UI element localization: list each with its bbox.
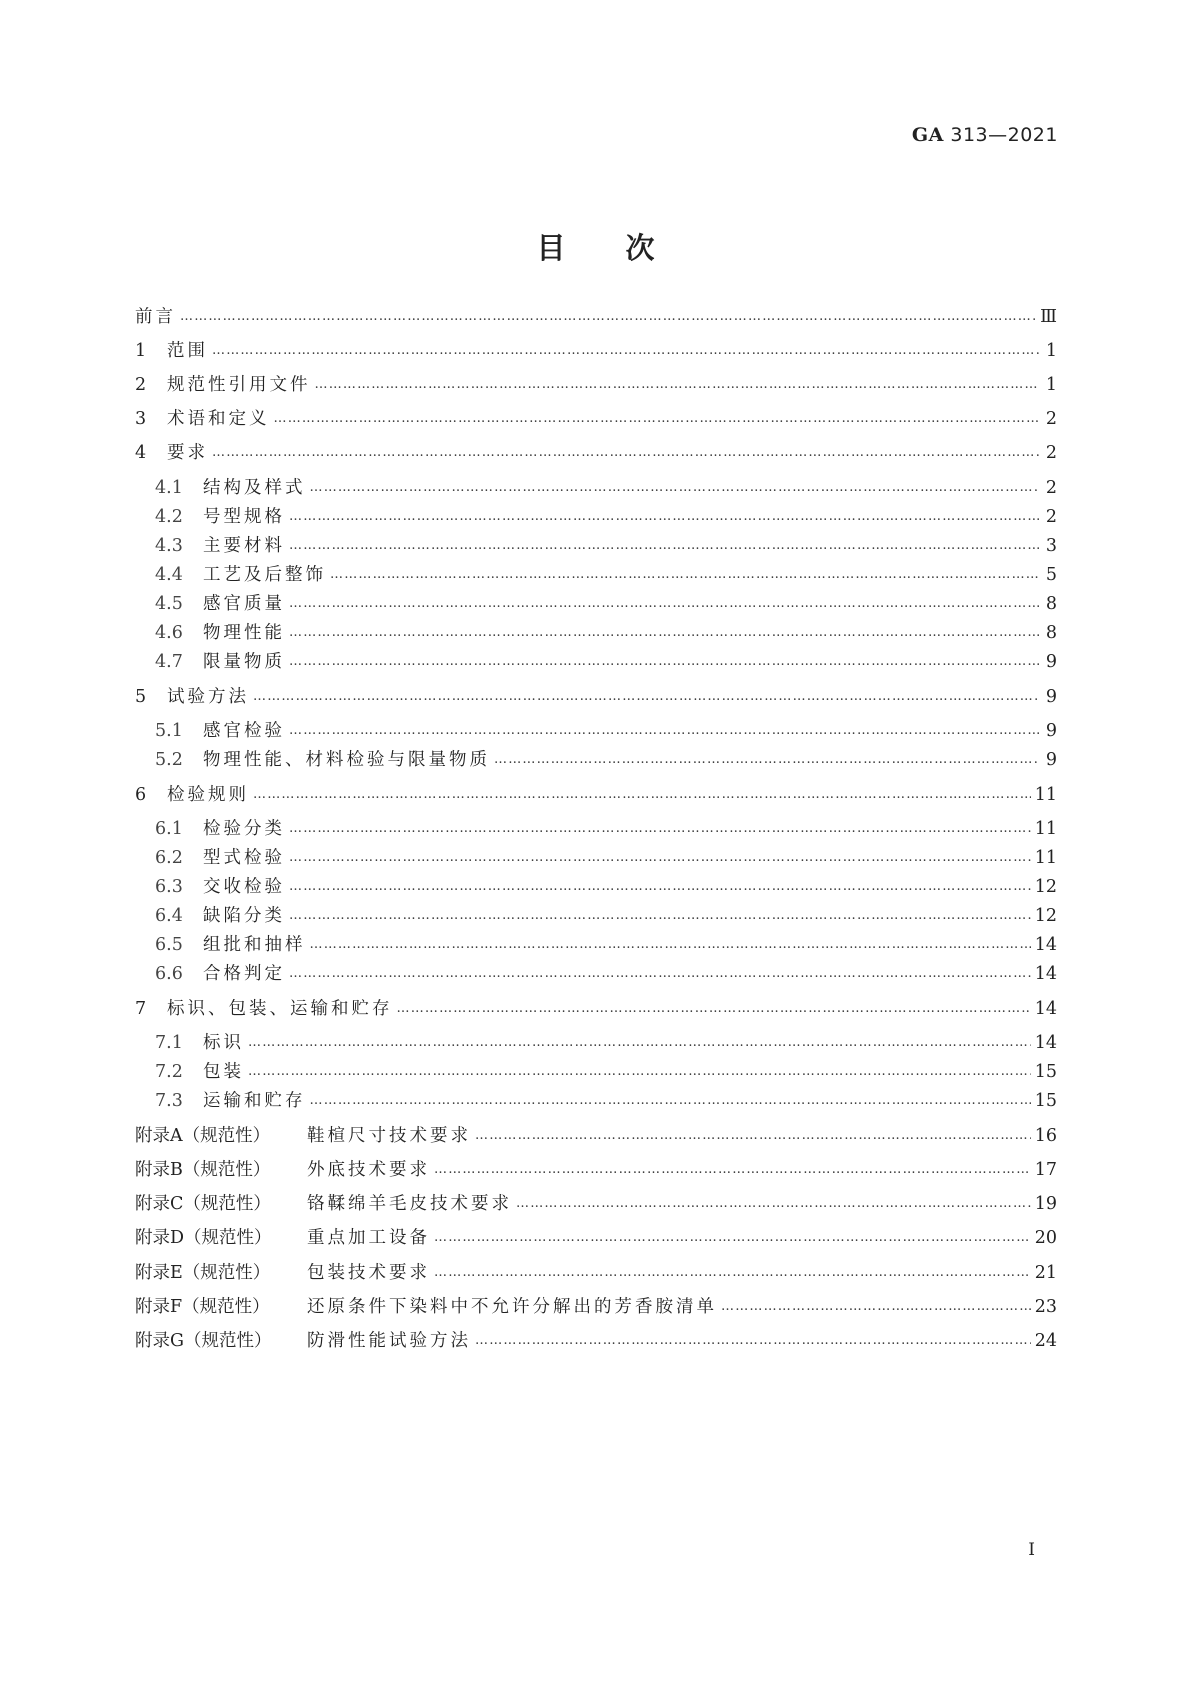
toc-subentry[interactable] bbox=[155, 904, 1057, 928]
toc-entry-text: 术语和定义 bbox=[167, 409, 270, 429]
toc-entry-page: 15 bbox=[1034, 1062, 1057, 1082]
toc-entry[interactable] bbox=[135, 783, 1057, 807]
toc-entry-page: 14 bbox=[1034, 935, 1057, 955]
toc-entry-page: 3 bbox=[1045, 536, 1057, 556]
toc-entry-text: 型式检验 bbox=[203, 848, 285, 868]
toc-entry-page: 20 bbox=[1034, 1228, 1057, 1248]
leader-dots bbox=[274, 407, 1040, 431]
toc-entry-page: 2 bbox=[1045, 409, 1057, 429]
toc-entry-page: 15 bbox=[1034, 1091, 1057, 1111]
toc-entry-page: 1 bbox=[1045, 375, 1057, 395]
toc-entry-page: 19 bbox=[1034, 1194, 1057, 1214]
toc-entry-page: 14 bbox=[1034, 999, 1057, 1019]
toc-subentry[interactable] bbox=[155, 1060, 1057, 1084]
toc-entry-number: 7.2 bbox=[155, 1062, 183, 1082]
toc-entry-text: 试验方法 bbox=[167, 687, 249, 707]
toc-subentry[interactable] bbox=[155, 621, 1057, 645]
toc-entry-number: 5 bbox=[135, 687, 147, 707]
toc-entry-text: 包装技术要求 bbox=[307, 1263, 430, 1283]
leader-dots bbox=[253, 783, 1031, 807]
toc-entry-page: Ⅲ bbox=[1040, 307, 1057, 327]
toc-entry-page: 1 bbox=[1045, 341, 1057, 361]
toc-subentry[interactable] bbox=[155, 817, 1057, 841]
toc-entry-number: 4.6 bbox=[155, 623, 183, 643]
toc-entry-text: 交收检验 bbox=[203, 877, 285, 897]
toc-entry-page: 9 bbox=[1045, 721, 1057, 741]
appendix-label: 附录B（规范性） bbox=[135, 1160, 271, 1180]
toc-entry-page: 14 bbox=[1034, 964, 1057, 984]
toc-entry-page: 8 bbox=[1045, 623, 1057, 643]
toc-entry-text: 组批和抽样 bbox=[203, 935, 306, 955]
toc-subentry[interactable] bbox=[155, 846, 1057, 870]
toc-entry-page: 2 bbox=[1045, 478, 1057, 498]
toc-entry-number: 4.1 bbox=[155, 478, 183, 498]
toc-entry-page: 8 bbox=[1045, 594, 1057, 614]
toc-entry-text: 外底技术要求 bbox=[307, 1160, 430, 1180]
toc-title-char-2: 次 bbox=[625, 231, 655, 265]
toc-entry-number: 4 bbox=[135, 443, 147, 463]
toc-subentry[interactable] bbox=[155, 505, 1057, 529]
leader-dots bbox=[397, 997, 1031, 1021]
toc-entry-text: 缺陷分类 bbox=[203, 906, 285, 926]
appendix-label: 附录F（规范性） bbox=[135, 1297, 270, 1317]
toc-entry-number: 2 bbox=[135, 375, 147, 395]
toc-entry-text: 物理性能、材料检验与限量物质 bbox=[203, 750, 490, 770]
leader-dots bbox=[289, 962, 1031, 986]
leader-dots bbox=[289, 846, 1031, 870]
toc-entry-number: 5.2 bbox=[155, 750, 183, 770]
toc-entry-number: 7.1 bbox=[155, 1033, 183, 1053]
toc-entry-text: 前言 bbox=[135, 307, 176, 327]
toc-entry-text: 物理性能 bbox=[203, 623, 285, 643]
leader-dots bbox=[434, 1226, 1031, 1250]
toc-appendix-entry[interactable] bbox=[135, 1192, 1057, 1216]
toc-entry-text: 检验规则 bbox=[167, 785, 249, 805]
toc-entry-number: 4.5 bbox=[155, 594, 183, 614]
toc-entry-number: 6.3 bbox=[155, 877, 183, 897]
toc-entry-number: 7 bbox=[135, 999, 147, 1019]
leader-dots bbox=[212, 339, 1039, 363]
toc-subentry[interactable] bbox=[155, 719, 1057, 743]
toc-entry-text: 标识 bbox=[203, 1033, 244, 1053]
leader-dots bbox=[289, 719, 1039, 743]
leader-dots bbox=[289, 621, 1039, 645]
toc-entry[interactable] bbox=[135, 685, 1057, 709]
toc-entry-number: 7.3 bbox=[155, 1091, 183, 1111]
toc-entry-page: 17 bbox=[1034, 1160, 1057, 1180]
toc-entry-page: 21 bbox=[1034, 1263, 1057, 1283]
leader-dots bbox=[310, 1089, 1031, 1113]
toc-entry-number: 5.1 bbox=[155, 721, 183, 741]
toc-entry-text: 检验分类 bbox=[203, 819, 285, 839]
toc-subentry[interactable] bbox=[155, 592, 1057, 616]
toc-entry-page: 23 bbox=[1034, 1297, 1057, 1317]
toc-subentry[interactable] bbox=[155, 962, 1057, 986]
toc-entry-text: 工艺及后整饰 bbox=[203, 565, 326, 585]
toc-entry-number: 4.4 bbox=[155, 565, 183, 585]
toc-entry-text: 铬鞣绵羊毛皮技术要求 bbox=[307, 1194, 512, 1214]
toc-appendix-entry[interactable] bbox=[135, 1295, 1057, 1319]
toc-title-char-1: 目 bbox=[536, 231, 566, 265]
toc-subentry[interactable] bbox=[155, 650, 1057, 674]
toc-appendix-entry[interactable] bbox=[135, 1226, 1057, 1250]
toc-entry-text: 限量物质 bbox=[203, 652, 285, 672]
leader-dots bbox=[248, 1060, 1031, 1084]
appendix-label: 附录A（规范性） bbox=[135, 1126, 271, 1146]
toc-entry-text: 号型规格 bbox=[203, 507, 285, 527]
toc-entry-text: 还原条件下染料中不允许分解出的芳香胺清单 bbox=[307, 1297, 717, 1317]
leader-dots bbox=[310, 476, 1040, 500]
toc-entry-text: 范围 bbox=[167, 341, 208, 361]
toc-entry-page: 2 bbox=[1045, 507, 1057, 527]
leader-dots bbox=[289, 592, 1039, 616]
leader-dots bbox=[475, 1329, 1031, 1353]
toc-subentry[interactable] bbox=[155, 1089, 1057, 1113]
toc-entry-number: 4.2 bbox=[155, 507, 183, 527]
leader-dots bbox=[289, 817, 1031, 841]
toc-appendix-entry[interactable] bbox=[135, 1261, 1057, 1285]
toc-subentry[interactable] bbox=[155, 933, 1057, 957]
appendix-label: 附录C（规范性） bbox=[135, 1194, 271, 1214]
toc-entry-text: 重点加工设备 bbox=[307, 1228, 430, 1248]
toc-entry-number: 4.7 bbox=[155, 652, 183, 672]
toc-entry-page: 12 bbox=[1034, 906, 1057, 926]
toc-entry[interactable] bbox=[135, 997, 1057, 1021]
toc-entry[interactable] bbox=[135, 339, 1057, 363]
leader-dots bbox=[310, 933, 1031, 957]
appendix-label: 附录E（规范性） bbox=[135, 1263, 271, 1283]
toc-entry-page: 2 bbox=[1045, 443, 1057, 463]
toc-entry-number: 6.6 bbox=[155, 964, 183, 984]
toc-entry-text: 合格判定 bbox=[203, 964, 285, 984]
leader-dots bbox=[330, 563, 1039, 587]
toc-entry-number: 4.3 bbox=[155, 536, 183, 556]
toc-entry-page: 16 bbox=[1034, 1126, 1057, 1146]
leader-dots bbox=[248, 1031, 1031, 1055]
toc-appendix-entry[interactable] bbox=[135, 1329, 1057, 1353]
leader-dots bbox=[434, 1261, 1031, 1285]
toc-entry-text: 鞋楦尺寸技术要求 bbox=[307, 1126, 471, 1146]
toc-entry-text: 感官质量 bbox=[203, 594, 285, 614]
toc-entry-number: 6.1 bbox=[155, 819, 183, 839]
leader-dots bbox=[475, 1124, 1031, 1148]
toc-entry-page: 11 bbox=[1034, 848, 1057, 868]
appendix-label: 附录D（规范性） bbox=[135, 1228, 272, 1248]
toc-entry-number: 3 bbox=[135, 409, 147, 429]
toc-entry-page: 11 bbox=[1034, 785, 1057, 805]
toc-entry-number: 6.4 bbox=[155, 906, 183, 926]
toc-entry-number: 6.5 bbox=[155, 935, 183, 955]
appendix-label: 附录G（规范性） bbox=[135, 1331, 272, 1351]
toc-entry-text: 包装 bbox=[203, 1062, 244, 1082]
toc-entry-page: 5 bbox=[1045, 565, 1057, 585]
toc-entry-page: 9 bbox=[1045, 687, 1057, 707]
leader-dots bbox=[180, 305, 1036, 329]
toc-entry-page: 9 bbox=[1045, 750, 1057, 770]
toc-subentry[interactable] bbox=[155, 748, 1057, 772]
toc-subentry[interactable] bbox=[155, 534, 1057, 558]
standard-code bbox=[912, 124, 1058, 146]
standard-code-number: 313—2021 bbox=[943, 124, 1058, 146]
toc-entry[interactable] bbox=[135, 407, 1057, 431]
toc-entry-text: 标识、包装、运输和贮存 bbox=[167, 999, 393, 1019]
toc-title bbox=[0, 226, 1191, 267]
toc-entry-text: 运输和贮存 bbox=[203, 1091, 306, 1111]
leader-dots bbox=[289, 650, 1039, 674]
toc-entry-number: 6 bbox=[135, 785, 147, 805]
toc-subentry[interactable] bbox=[155, 563, 1057, 587]
leader-dots bbox=[289, 875, 1031, 899]
toc-entry-text: 感官检验 bbox=[203, 721, 285, 741]
toc-subentry[interactable] bbox=[155, 1031, 1057, 1055]
toc-entry-page: 9 bbox=[1045, 652, 1057, 672]
toc-entry-text: 规范性引用文件 bbox=[167, 375, 311, 395]
leader-dots bbox=[289, 534, 1039, 558]
leader-dots bbox=[434, 1158, 1031, 1182]
leader-dots bbox=[289, 904, 1031, 928]
toc-entry-page: 11 bbox=[1034, 819, 1057, 839]
leader-dots bbox=[516, 1192, 1031, 1216]
toc-entry[interactable] bbox=[135, 373, 1057, 397]
toc-entry-text: 主要材料 bbox=[203, 536, 285, 556]
leader-dots bbox=[253, 685, 1039, 709]
toc-entry-text: 要求 bbox=[167, 443, 208, 463]
toc-entry-preface[interactable] bbox=[135, 305, 1057, 329]
toc-appendix-entry[interactable] bbox=[135, 1124, 1057, 1148]
leader-dots bbox=[315, 373, 1040, 397]
toc-entry-number: 6.2 bbox=[155, 848, 183, 868]
standard-code-prefix: GA bbox=[911, 124, 944, 146]
toc-entry-page: 24 bbox=[1034, 1331, 1057, 1351]
toc-subentry[interactable] bbox=[155, 476, 1057, 500]
toc-entry-page: 14 bbox=[1034, 1033, 1057, 1053]
leader-dots bbox=[289, 505, 1039, 529]
toc-entry-page: 12 bbox=[1034, 877, 1057, 897]
leader-dots bbox=[212, 441, 1039, 465]
toc-appendix-entry[interactable] bbox=[135, 1158, 1057, 1182]
leader-dots bbox=[494, 748, 1039, 772]
toc-entry[interactable] bbox=[135, 441, 1057, 465]
leader-dots bbox=[721, 1295, 1031, 1319]
toc-entry-text: 防滑性能试验方法 bbox=[307, 1331, 471, 1351]
toc-entry-text: 结构及样式 bbox=[203, 478, 306, 498]
toc-entry-number: 1 bbox=[135, 341, 147, 361]
page-number: I bbox=[1028, 1540, 1035, 1560]
toc-subentry[interactable] bbox=[155, 875, 1057, 899]
